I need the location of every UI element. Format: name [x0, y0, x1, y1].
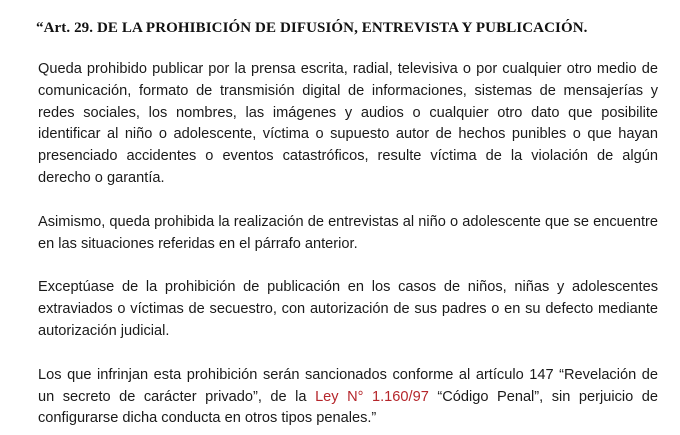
paragraph-1: Queda prohibido publicar por la prensa escrita, radial, televisiva o por cualquier otro medio de comunicación, formato de transmisión digital de informaciones, sistemas de mensajerías y redes sociales, los nombres, las imágenes y audios o cualquier otro dato que posibilite identificar al niño o adolescente, víctima o supuesto autor de hechos punibles o que hayan presenciado accidentes o eventos catastróficos, resulte víctima de la violación de algún derecho o garantía. [38, 61, 658, 186]
paragraph-4-text-start: Los que infrinjan esta prohibición serán sancionados conforme al artículo 147 “Revelación de un secreto de carácter privado”, de la [38, 366, 658, 405]
law-link[interactable]: Ley N° 1.160/97 [315, 388, 429, 405]
paragraph-4 [38, 365, 658, 430]
paragraph-4-text-end: “Código Penal”, sin perjuicio de configurarse dicha conducta en otros tipos penales.” [38, 388, 659, 427]
article-title: “Art. 29. DE LA PROHIBICIÓN DE DIFUSIÓN, ENTREVISTA Y PUBLICACIÓN. [36, 20, 588, 36]
article-body [38, 18, 658, 430]
paragraph-3: Exceptúase de la prohibición de publicación en los casos de niños, niñas y adolescentes extraviados o víctimas de secuestro, con autorización de sus padres o en su defecto mediante autorización judicial. [38, 279, 658, 339]
paragraph-2: Asimismo, queda prohibida la realización de entrevistas al niño o adolescente que se encuentre en las situaciones referidas en el párrafo anterior. [38, 213, 658, 252]
